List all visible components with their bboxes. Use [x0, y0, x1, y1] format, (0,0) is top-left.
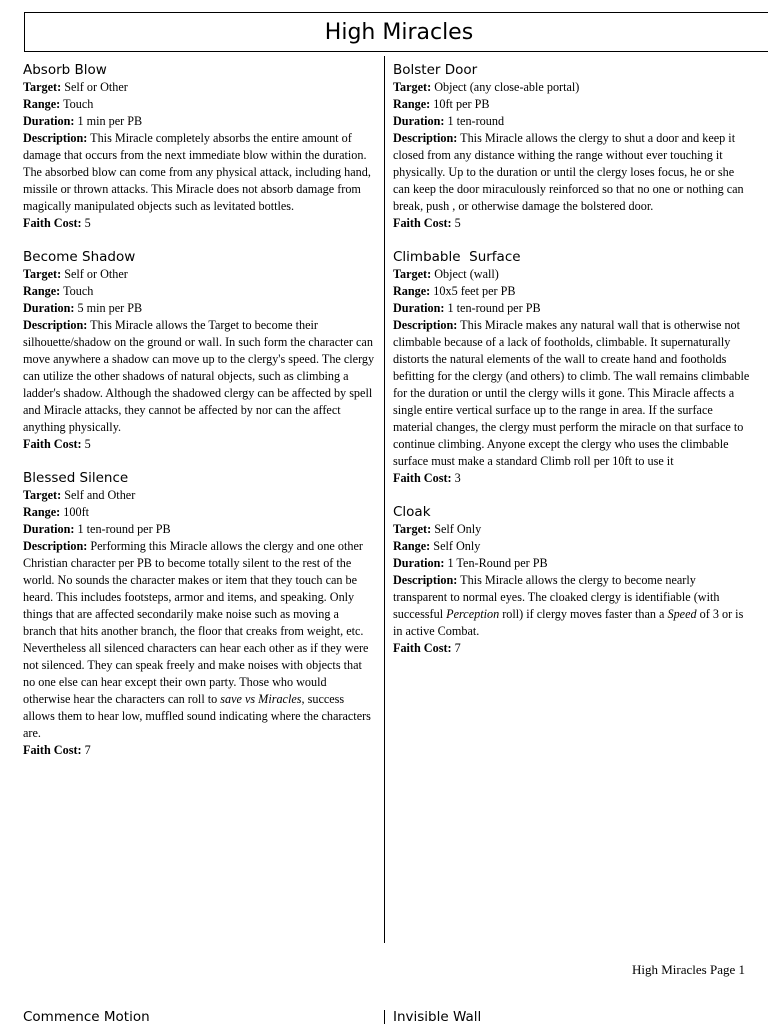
miracle-absorb-blow [23, 62, 375, 232]
description-line: Description: This Miracle allows the clergy to become nearly transparent to normal eyes. The cloaked clergy is identifiable (with successful Perception roll) if clergy moves faster than a Speed of 3 or is in active Combat. [393, 573, 744, 638]
range-line: Range: Self Only [393, 539, 481, 553]
target-line: Target: Self or Other [23, 80, 128, 94]
page-footer: High Miracles Page 1 [631, 962, 745, 977]
right-column [393, 62, 751, 674]
miracle-bolster-door [393, 62, 751, 232]
miracle-blessed-silence [23, 470, 375, 759]
target-line: Target: Self or Other [23, 267, 128, 281]
range-line: Range: Touch [23, 284, 94, 298]
faith-cost-line: Faith Cost: 7 [23, 743, 91, 757]
page-title: High Miracles [24, 12, 768, 52]
miracle-name: Bolster Door [393, 62, 478, 78]
target-line: Target: Self and Other [23, 488, 136, 502]
faith-cost-line: Faith Cost: 5 [23, 216, 91, 230]
duration-line: Duration: 1 ten-round per PB [23, 522, 171, 536]
description-line: Description: This Miracle makes any natural wall that is otherwise not climbable because of a lack of footholds, climbable. It supernaturally distorts the natural elements of the wall to create hand and footholds befitting for the clergy (and others) to climb. The wall remains climbable for the duration or until the clergy wills it gone. This Miracle affects a single entire vertical surface up to the range in area. If the surface material changes, the clergy must perform the miracle on that surface to continue climbing. Anyone except the clergy who uses the climbable surface must make a standard Climb roll per 10ft to use it [393, 318, 750, 468]
description-line: Description: This Miracle allows the Target to become their silhouette/shadow on the ground or wall. In such form the character can move anywhere a shadow can move up to the clergy's speed. The clergy can utilize the other shadows of natural objects, such as climbing a ladder's shadow. Although the shadowed clergy can be affected by spell and Miracle attacks, they cannot be affected by nor can the affect anything physically. [23, 318, 375, 434]
miracle-name: Become Shadow [23, 249, 136, 265]
miracle-cloak [393, 504, 751, 657]
duration-line: Duration: 1 Ten-Round per PB [393, 556, 548, 570]
miracle-name: Climbable Surface [393, 249, 521, 265]
column-divider [384, 56, 385, 943]
target-line: Target: Object (any close-able portal) [393, 80, 580, 94]
miracle-climbable-surface [393, 249, 751, 487]
duration-line: Duration: 1 ten-round per PB [393, 301, 541, 315]
faith-cost-line: Faith Cost: 5 [23, 437, 91, 451]
duration-line: Duration: 5 min per PB [23, 301, 143, 315]
next-page-column-divider [384, 1010, 385, 1024]
miracle-name: Absorb Blow [23, 62, 107, 78]
range-line: Range: Touch [23, 97, 94, 111]
range-line: Range: 100ft [23, 505, 90, 519]
range-line: Range: 10x5 feet per PB [393, 284, 516, 298]
target-line: Target: Object (wall) [393, 267, 499, 281]
description-line: Description: Performing this Miracle allows the clergy and one other Christian character per PB to become totally silent to the rest of the world. No sounds the character makes or item that they touch can be heard. This includes footsteps, armor and items, and speaking. Only things that are affected secondarily make noise such as moving a branch that hits another branch, the floor that creaks from weight, etc. Nevertheless all silenced characters can hear each other as if they were not silenced. They can speak freely and make noises with objects that no one else can hear except their own party. Those who would otherwise hear the characters can roll to save vs Miracles, success allows them to hear low, muffled sound indicating where the characters are. [23, 539, 371, 740]
next-page-heading-right: Invisible Wall [393, 1009, 482, 1025]
miracle-become-shadow [23, 249, 375, 453]
next-page-heading-left: Commence Motion [23, 1009, 150, 1025]
miracle-name: Cloak [393, 504, 431, 520]
description-line: Description: This Miracle completely absorbs the entire amount of damage that occurs from the next immediate blow within the duration. The absorbed blow can come from any physical attack, including hand, missile or thrown attacks. This Miracle does not absorb damage from magically manipulated objects such as levitated bottles. [23, 131, 371, 213]
faith-cost-line: Faith Cost: 5 [393, 216, 461, 230]
miracle-name: Blessed Silence [23, 470, 129, 486]
faith-cost-line: Faith Cost: 7 [393, 641, 461, 655]
target-line: Target: Self Only [393, 522, 482, 536]
range-line: Range: 10ft per PB [393, 97, 490, 111]
duration-line: Duration: 1 ten-round [393, 114, 505, 128]
duration-line: Duration: 1 min per PB [23, 114, 143, 128]
faith-cost-line: Faith Cost: 3 [393, 471, 461, 485]
description-line: Description: This Miracle allows the clergy to shut a door and keep it closed from any distance withing the range without ever touching it physically. Up to the duration or until the clergy loses focus, he or she can keep the door miraculously reinforced so that no one or nothing can break, push , or otherwise damage the bolstered door. [393, 131, 744, 213]
left-column [23, 62, 375, 776]
